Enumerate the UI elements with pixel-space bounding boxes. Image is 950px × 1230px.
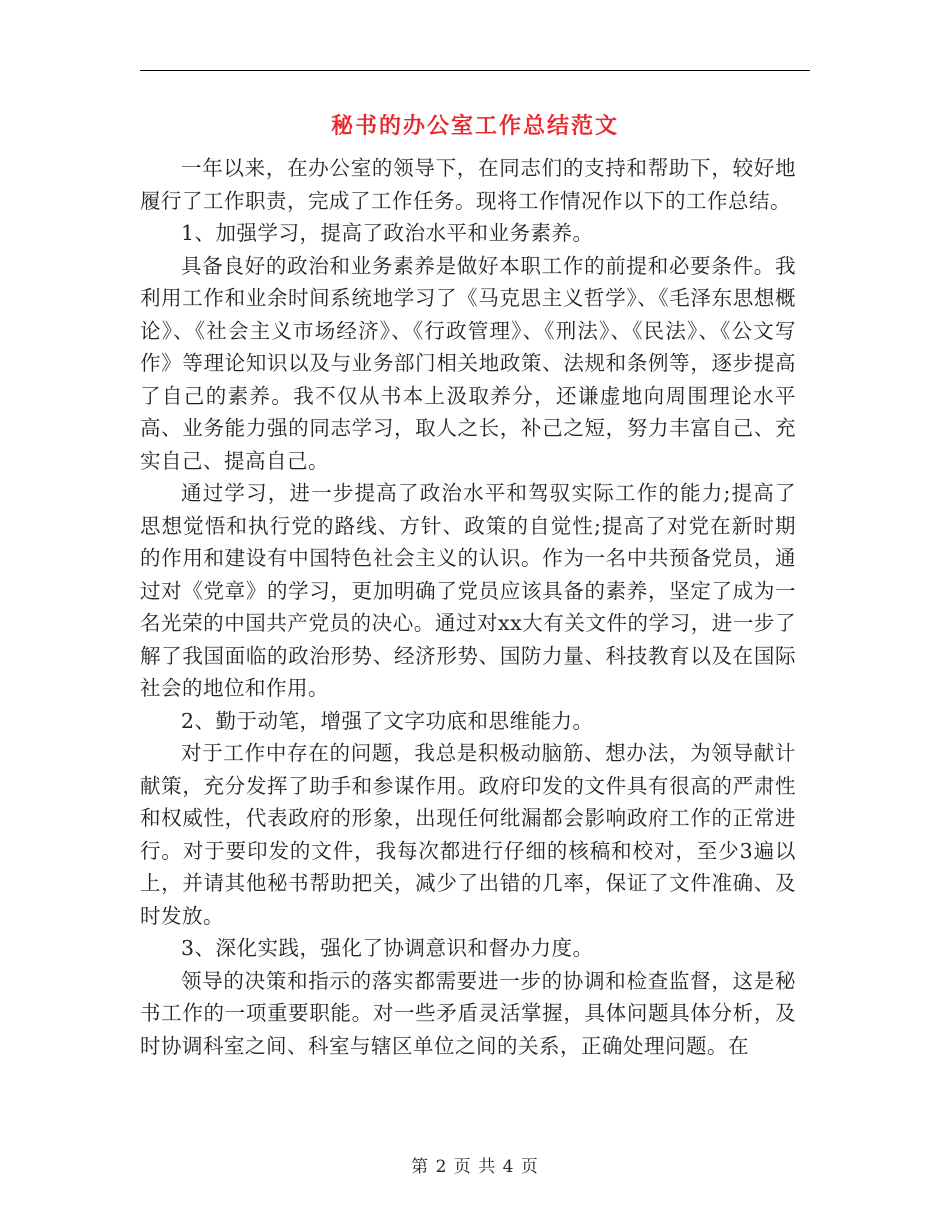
paragraph-study: 具备良好的政治和业务素养是做好本职工作的前提和必要条件。我利用工作和业余时间系统地学习了《马克思主义哲学》、《毛泽东思想概论》、《社会主义市场经济》、《行政管理》、《刑法》、《民法》、《公文写作》等理论知识以及与业务部门相关地政策、法规和条例等，逐步提高了自己的素养。我不仅从书本上汲取养分，还谦虚地向周围理论水平高、业务能力强的同志学习，取人之长，补己之短，努力丰富自己、充实自己、提高自己。	[140, 253, 796, 473]
document-title: 秘书的办公室工作总结范文	[330, 113, 619, 139]
paragraph-coordination: 领导的决策和指示的落实都需要进一步的协调和检查监督，这是秘书工作的一项重要职能。对一些矛盾灵活掌握，具体问题具体分析，及时协调科室之间、科室与辖区单位之间的关系，正确处理问题。在	[140, 968, 796, 1058]
paragraph-writing: 对于工作中存在的问题，我总是积极动脑筋、想办法，为领导献计献策，充分发挥了助手和参谋作用。政府印发的文件具有很高的严肃性和权威性，代表政府的形象，出现任何纰漏都会影响政府工作的正常进行。对于要印发的文件，我每次都进行仔细的核稿和校对，至少3遍以上，并请其他秘书帮助把关，减少了出错的几率，保证了文件准确、及时发放。	[140, 741, 796, 928]
section-heading-2: 2、勤于动笔，增强了文字功底和思维能力。	[181, 708, 594, 733]
header-rule	[140, 70, 810, 71]
page-number-footer: 第 2 页 共 4 页	[411, 1157, 539, 1177]
paragraph-study-results: 通过学习，进一步提高了政治水平和驾驭实际工作的能力;提高了思想觉悟和执行党的路线、方针、政策的自觉性;提高了对党在新时期的作用和建设有中国特色社会主义的认识。作为一名中共预备党员，通过对《党章》的学习，更加明确了党员应该具备的素养，坚定了成为一名光荣的中国共产党员的决心。通过对xx大有关文件的学习，进一步了解了我国面临的政治形势、经济形势、国防力量、科技教育以及在国际社会的地位和作用。	[140, 481, 796, 700]
section-heading-1: 1、加强学习，提高了政治水平和业务素养。	[181, 221, 594, 245]
document-body	[140, 152, 796, 1062]
paragraph-intro: 一年以来，在办公室的领导下，在同志们的支持和帮助下，较好地履行了工作职责，完成了工作任务。现将工作情况作以下的工作总结。	[140, 156, 796, 213]
section-heading-3: 3、深化实践，强化了协调意识和督办力度。	[181, 936, 594, 960]
